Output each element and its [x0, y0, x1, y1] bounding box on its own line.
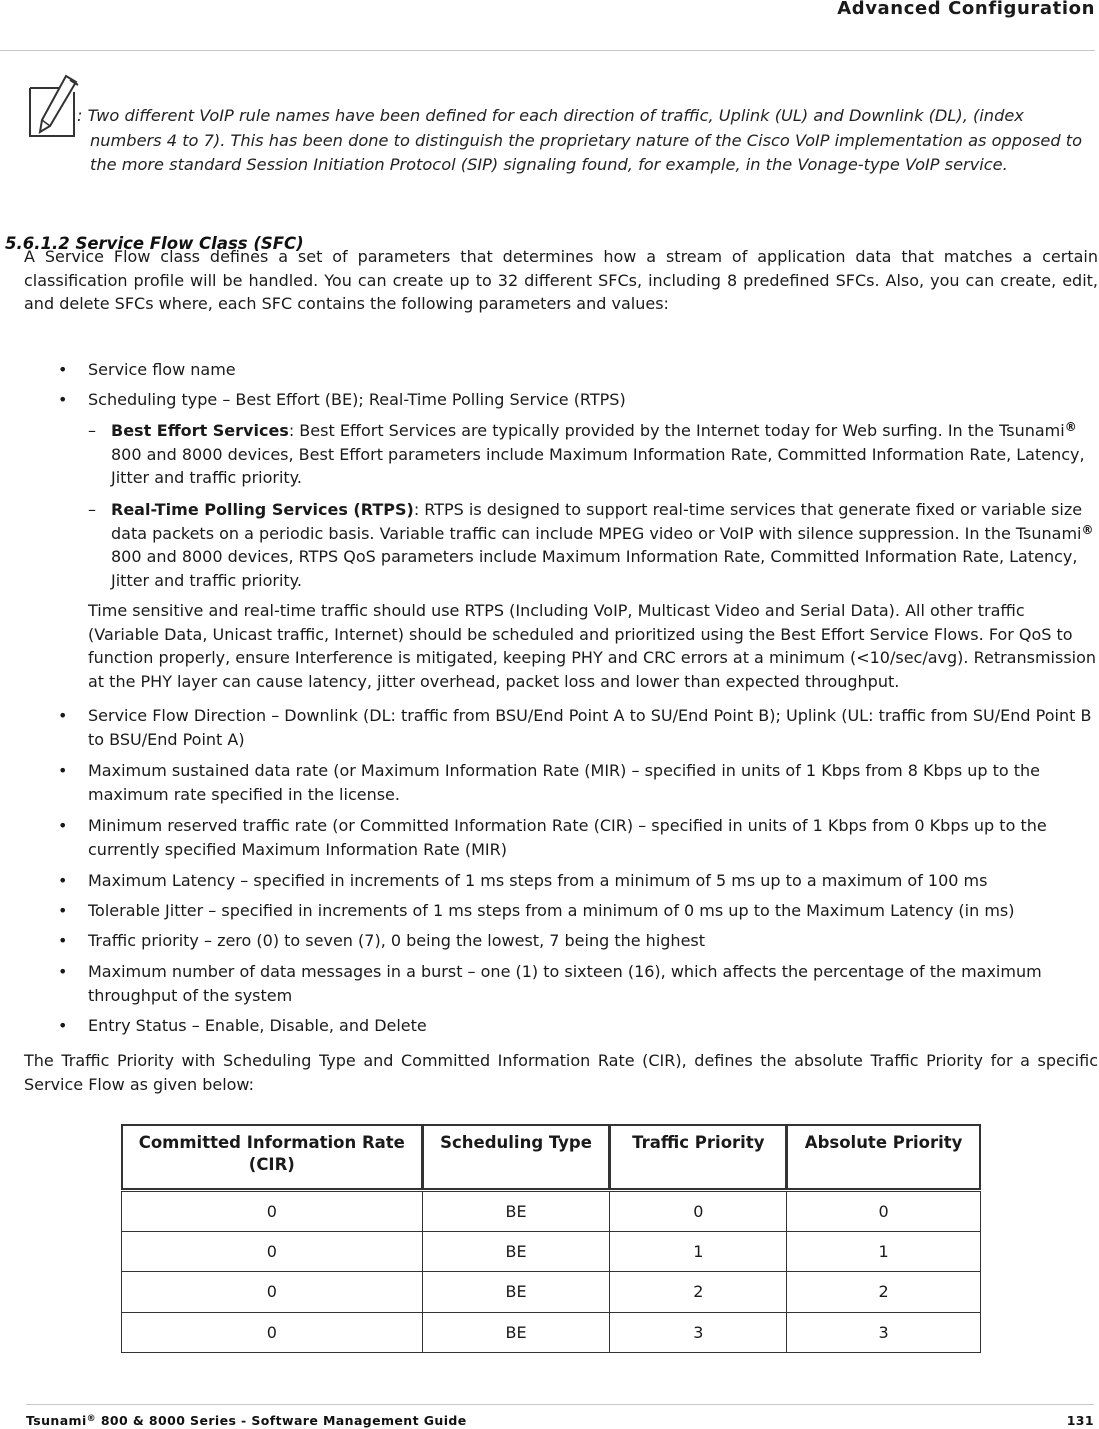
section-heading: 5.6.1.2 Service Flow Class (SFC) [5, 234, 304, 253]
bullet-mark: • [58, 706, 68, 725]
sub-list-item-text [111, 419, 1099, 490]
table-cell: 0 [122, 1191, 423, 1232]
list-item-text: Maximum Latency – specified in increments of 1 ms steps from a minimum of 5 ms up to a maximum of 100 ms [88, 871, 988, 890]
indented-paragraph: Time sensitive and real-time traffic should use RTPS (Including VoIP, Multicast Video and Serial Data). All other traffic (Variable Data, Unicast traffic, Internet) should be scheduled and prioritized using the Best Effort Service Flows. For QoS to function properly, ensure Interference is mitigated, keeping PHY and CRC errors at a minimum (<10/sec/avg). Retransmission at the PHY layer can cause latency, jitter overhead, packet loss and lower than expected throughput. [88, 601, 1097, 691]
page-footer [26, 1404, 1094, 1429]
table-cell: 2 [610, 1272, 787, 1313]
page-header [0, 0, 1095, 51]
table-cell: 3 [610, 1312, 787, 1353]
list-item-text: Entry Status – Enable, Disable, and Delete [88, 1016, 427, 1035]
table-cell: 0 [122, 1272, 423, 1313]
table-cell: 0 [787, 1191, 981, 1232]
list-item-text: Traffic priority – zero (0) to seven (7), 0 being the lowest, 7 being the highest [88, 931, 706, 950]
sub-item-text-part: 800 and 8000 devices, Best Effort parameters include Maximum Information Rate, Committed Information Rate, Latency, Jitter and traffic priority. [111, 444, 1085, 487]
table-header-cell: Traffic Priority [610, 1125, 787, 1191]
sub-item-term: Real-Time Polling Services (RTPS) [111, 500, 414, 519]
sub-item-term: Best Effort Services [111, 421, 289, 440]
table-header-cell: Scheduling Type [422, 1125, 610, 1191]
bullet-mark: • [58, 360, 68, 379]
bullet-mark: • [58, 901, 68, 920]
page-number: 131 [1066, 1413, 1094, 1428]
bullet-mark: • [58, 761, 68, 780]
registered-mark: ® [1081, 522, 1094, 537]
table-cell: 2 [787, 1272, 981, 1313]
list-item-text: Service flow name [88, 360, 236, 379]
bullet-mark: • [58, 931, 68, 950]
table-header-cell: Absolute Priority [787, 1125, 981, 1191]
bullet-mark: • [58, 871, 68, 890]
table-cell: BE [422, 1231, 610, 1272]
registered-mark: ® [86, 1414, 97, 1424]
list-item-text: Minimum reserved traffic rate (or Committed Information Rate (CIR) – specified in units of 1 Kbps from 0 Kbps up to the currently specified Maximum Information Rate (MIR) [88, 816, 1047, 859]
table-row [122, 1231, 981, 1272]
table-cell: BE [422, 1191, 610, 1232]
priority-table [121, 1124, 981, 1353]
note-block [28, 64, 1098, 204]
table-cell: 0 [122, 1231, 423, 1272]
table-cell: 1 [610, 1231, 787, 1272]
table-cell: 1 [787, 1231, 981, 1272]
pencil-note-icon [28, 64, 80, 138]
sub-item-text-part: : RTPS is designed to support real-time services that generate fixed or variable size data packets on a periodic basis. Variable traffic can include MPEG video or VoIP with silence suppression. In the Tsunami [111, 500, 1083, 543]
bullet-mark: • [58, 962, 68, 981]
intro-text: A Service Flow class defines a set of parameters that determines how a stream of application data that matches a certain classification profile will be handled. You can create up to 32 different SFCs, including 8 predefined SFCs. Also, you can create, edit, and delete SFCs where, each SFC contains the following parameters and values: [24, 247, 1098, 313]
footer-doc-name: 800 & 8000 Series - Software Management Guide [96, 1413, 467, 1428]
table-cell: BE [422, 1312, 610, 1353]
bullet-mark: • [58, 390, 68, 409]
sub-item-text-part: 800 and 8000 devices, RTPS QoS parameters include Maximum Information Rate, Committed Information Rate, Latency, Jitter and traffic priority. [111, 547, 1078, 590]
intro-paragraph [24, 245, 1098, 316]
bullet-mark: • [58, 816, 68, 835]
outro-paragraph: The Traffic Priority with Scheduling Type and Committed Information Rate (CIR), defines the absolute Traffic Priority for a specific Service Flow as given below: [24, 1051, 1098, 1094]
table-header-cell: Committed Information Rate (CIR) [122, 1125, 423, 1191]
sub-list-item-text [111, 498, 1099, 592]
table-cell: 0 [122, 1312, 423, 1353]
list-item-text: Maximum number of data messages in a burst – one (1) to sixteen (16), which affects the percentage of the maximum throughput of the system [88, 962, 1042, 1005]
table-row [122, 1312, 981, 1353]
list-item-text: Maximum sustained data rate (or Maximum Information Rate (MIR) – specified in units of 1 Kbps from 8 Kbps up to the maximum rate specified in the license. [88, 761, 1041, 804]
dash-mark: – [88, 421, 96, 440]
list-item-text: Service Flow Direction – Downlink (DL: traffic from BSU/End Point A to SU/End Point B); Uplink (UL: traffic from SU/End Point B to BSU/End Point A) [88, 706, 1092, 749]
page-header-title: Advanced Configuration [837, 0, 1095, 19]
list-item-text: Tolerable Jitter – specified in increments of 1 ms steps from a minimum of 0 ms up to the Maximum Latency (in ms) [88, 901, 1015, 920]
table-header-row [122, 1125, 981, 1191]
table-row [122, 1191, 981, 1232]
table-cell: BE [422, 1272, 610, 1313]
sub-item-text-part: : Best Effort Services are typically provided by the Internet today for Web surfing. In the Tsunami [288, 421, 1065, 440]
bullet-mark: • [58, 1016, 68, 1035]
note-text: : Two different VoIP rule names have been defined for each direction of traffic, Uplink (UL) and Downlink (DL), (index numbers 4 to 7). This has been done to distinguish the proprietary nature of the Cisco VoIP implementation as opposed to the more standard Session Initiation Protocol (SIP) signaling found, for example, in the Vonage-type VoIP service. [77, 106, 1083, 174]
table-cell: 3 [787, 1312, 981, 1353]
registered-mark: ® [1064, 420, 1077, 434]
footer-doc-title [26, 1413, 467, 1428]
list-item-text: Scheduling type – Best Effort (BE); Real-Time Polling Service (RTPS) [88, 390, 626, 409]
table-cell: 0 [610, 1191, 787, 1232]
dash-mark: – [88, 500, 96, 519]
table-row [122, 1272, 981, 1313]
footer-brand: Tsunami [26, 1413, 87, 1428]
